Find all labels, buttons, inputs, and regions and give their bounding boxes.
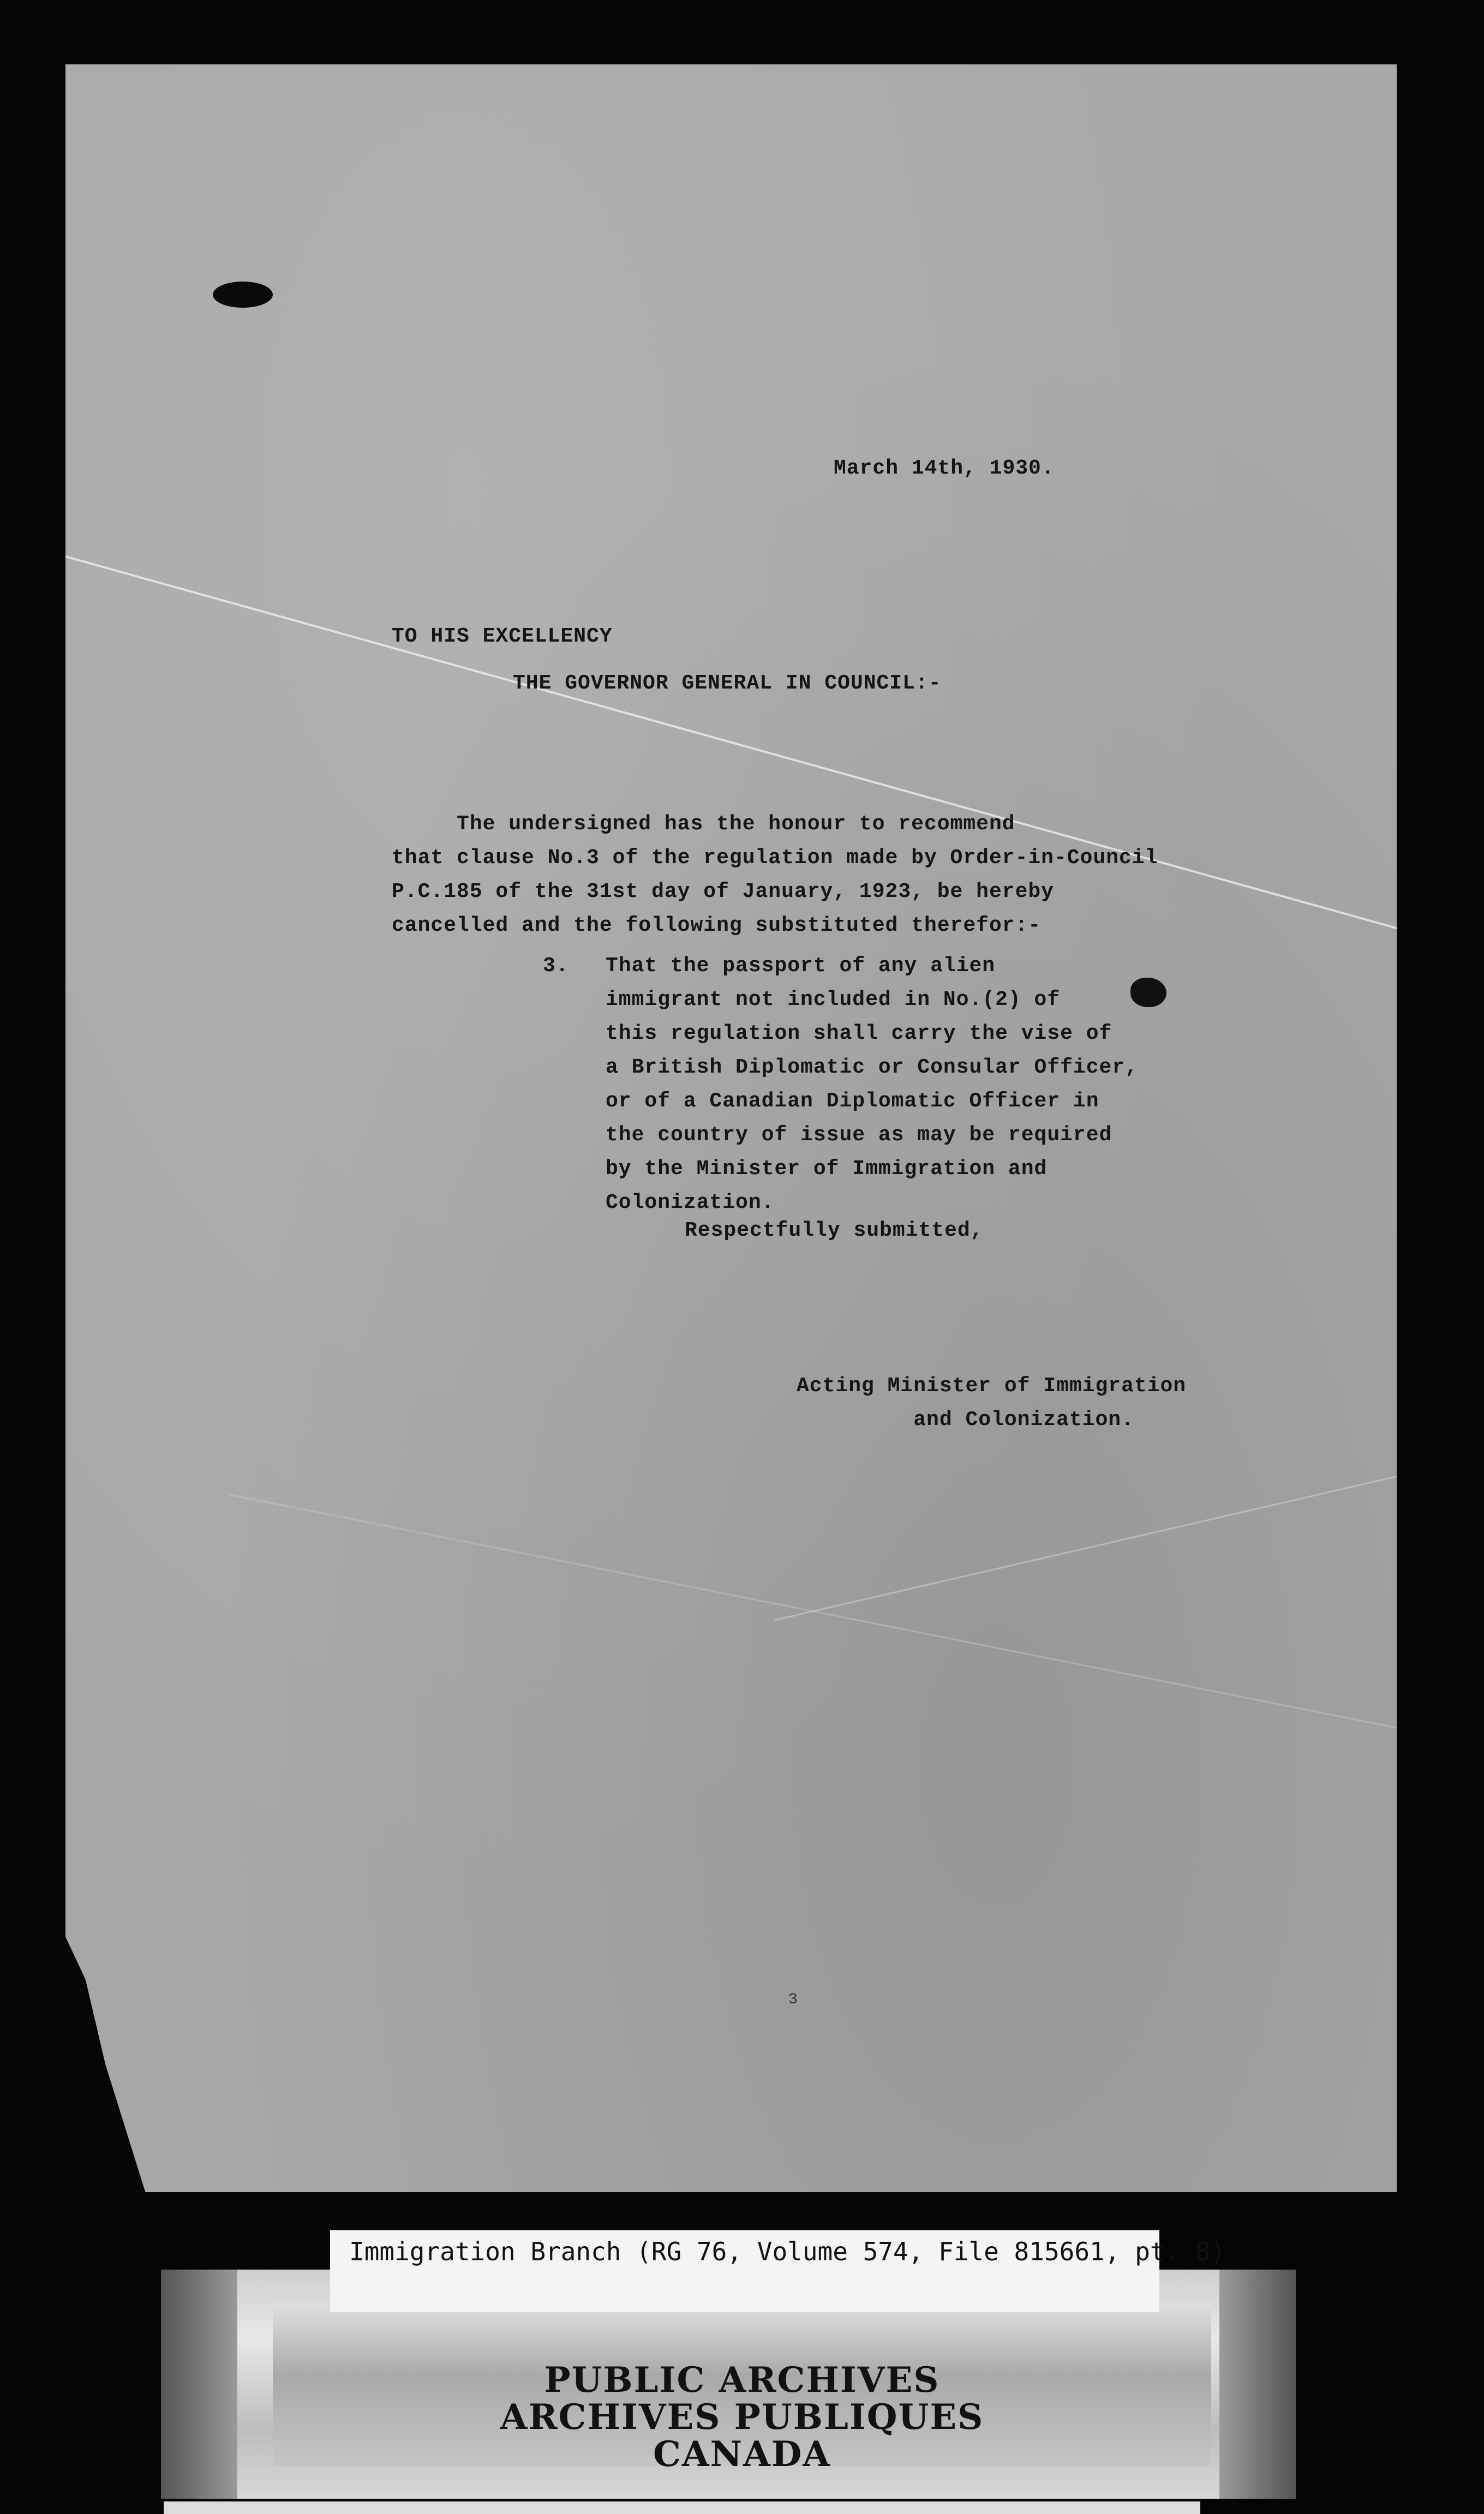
closing-line: Respectfully submitted, bbox=[685, 1219, 984, 1242]
archive-reference-label: Immigration Branch (RG 76, Volume 574, File 815661, pt. 8) bbox=[349, 2237, 1226, 2266]
ink-blot bbox=[1130, 978, 1166, 1007]
archive-stamp-line-2: ARCHIVES PUBLIQUES bbox=[500, 2397, 984, 2438]
addressee-line-1: TO HIS EXCELLENCY bbox=[392, 625, 613, 648]
paper-crease bbox=[229, 1494, 1460, 1741]
body-paragraph: The undersigned has the honour to recommend that clause No.3 of the regulation made by Order-in-Council P.C.185 of the 31st day of January, 1923, be hereby cancelled and the following substituted therefor:- bbox=[392, 812, 1158, 937]
film-bottom-strip bbox=[164, 2501, 1200, 2514]
punch-hole bbox=[213, 282, 273, 308]
addressee-line-2: THE GOVERNOR GENERAL IN COUNCIL:- bbox=[513, 672, 942, 695]
page-mark: 3 bbox=[788, 1991, 798, 2008]
paper-crease bbox=[775, 1460, 1466, 1621]
archive-stamp-line-1: PUBLIC ARCHIVES bbox=[544, 2360, 940, 2401]
clause-number: 3. bbox=[543, 954, 569, 978]
clause-text: That the passport of any alien immigrant not included in No.(2) of this regulation shall carry the vise of a British Diplomatic or Consular Officer, or of a Canadian Diplomatic Officer in the country of issue as may be required by the Minister of Immigration and Colonization. bbox=[606, 954, 1138, 1214]
signature-block: Acting Minister of Immigration and Colonization. bbox=[797, 1374, 1187, 1432]
archive-stamp-line-3: CANADA bbox=[653, 2434, 831, 2475]
letter-date: March 14th, 1930. bbox=[834, 457, 1055, 480]
